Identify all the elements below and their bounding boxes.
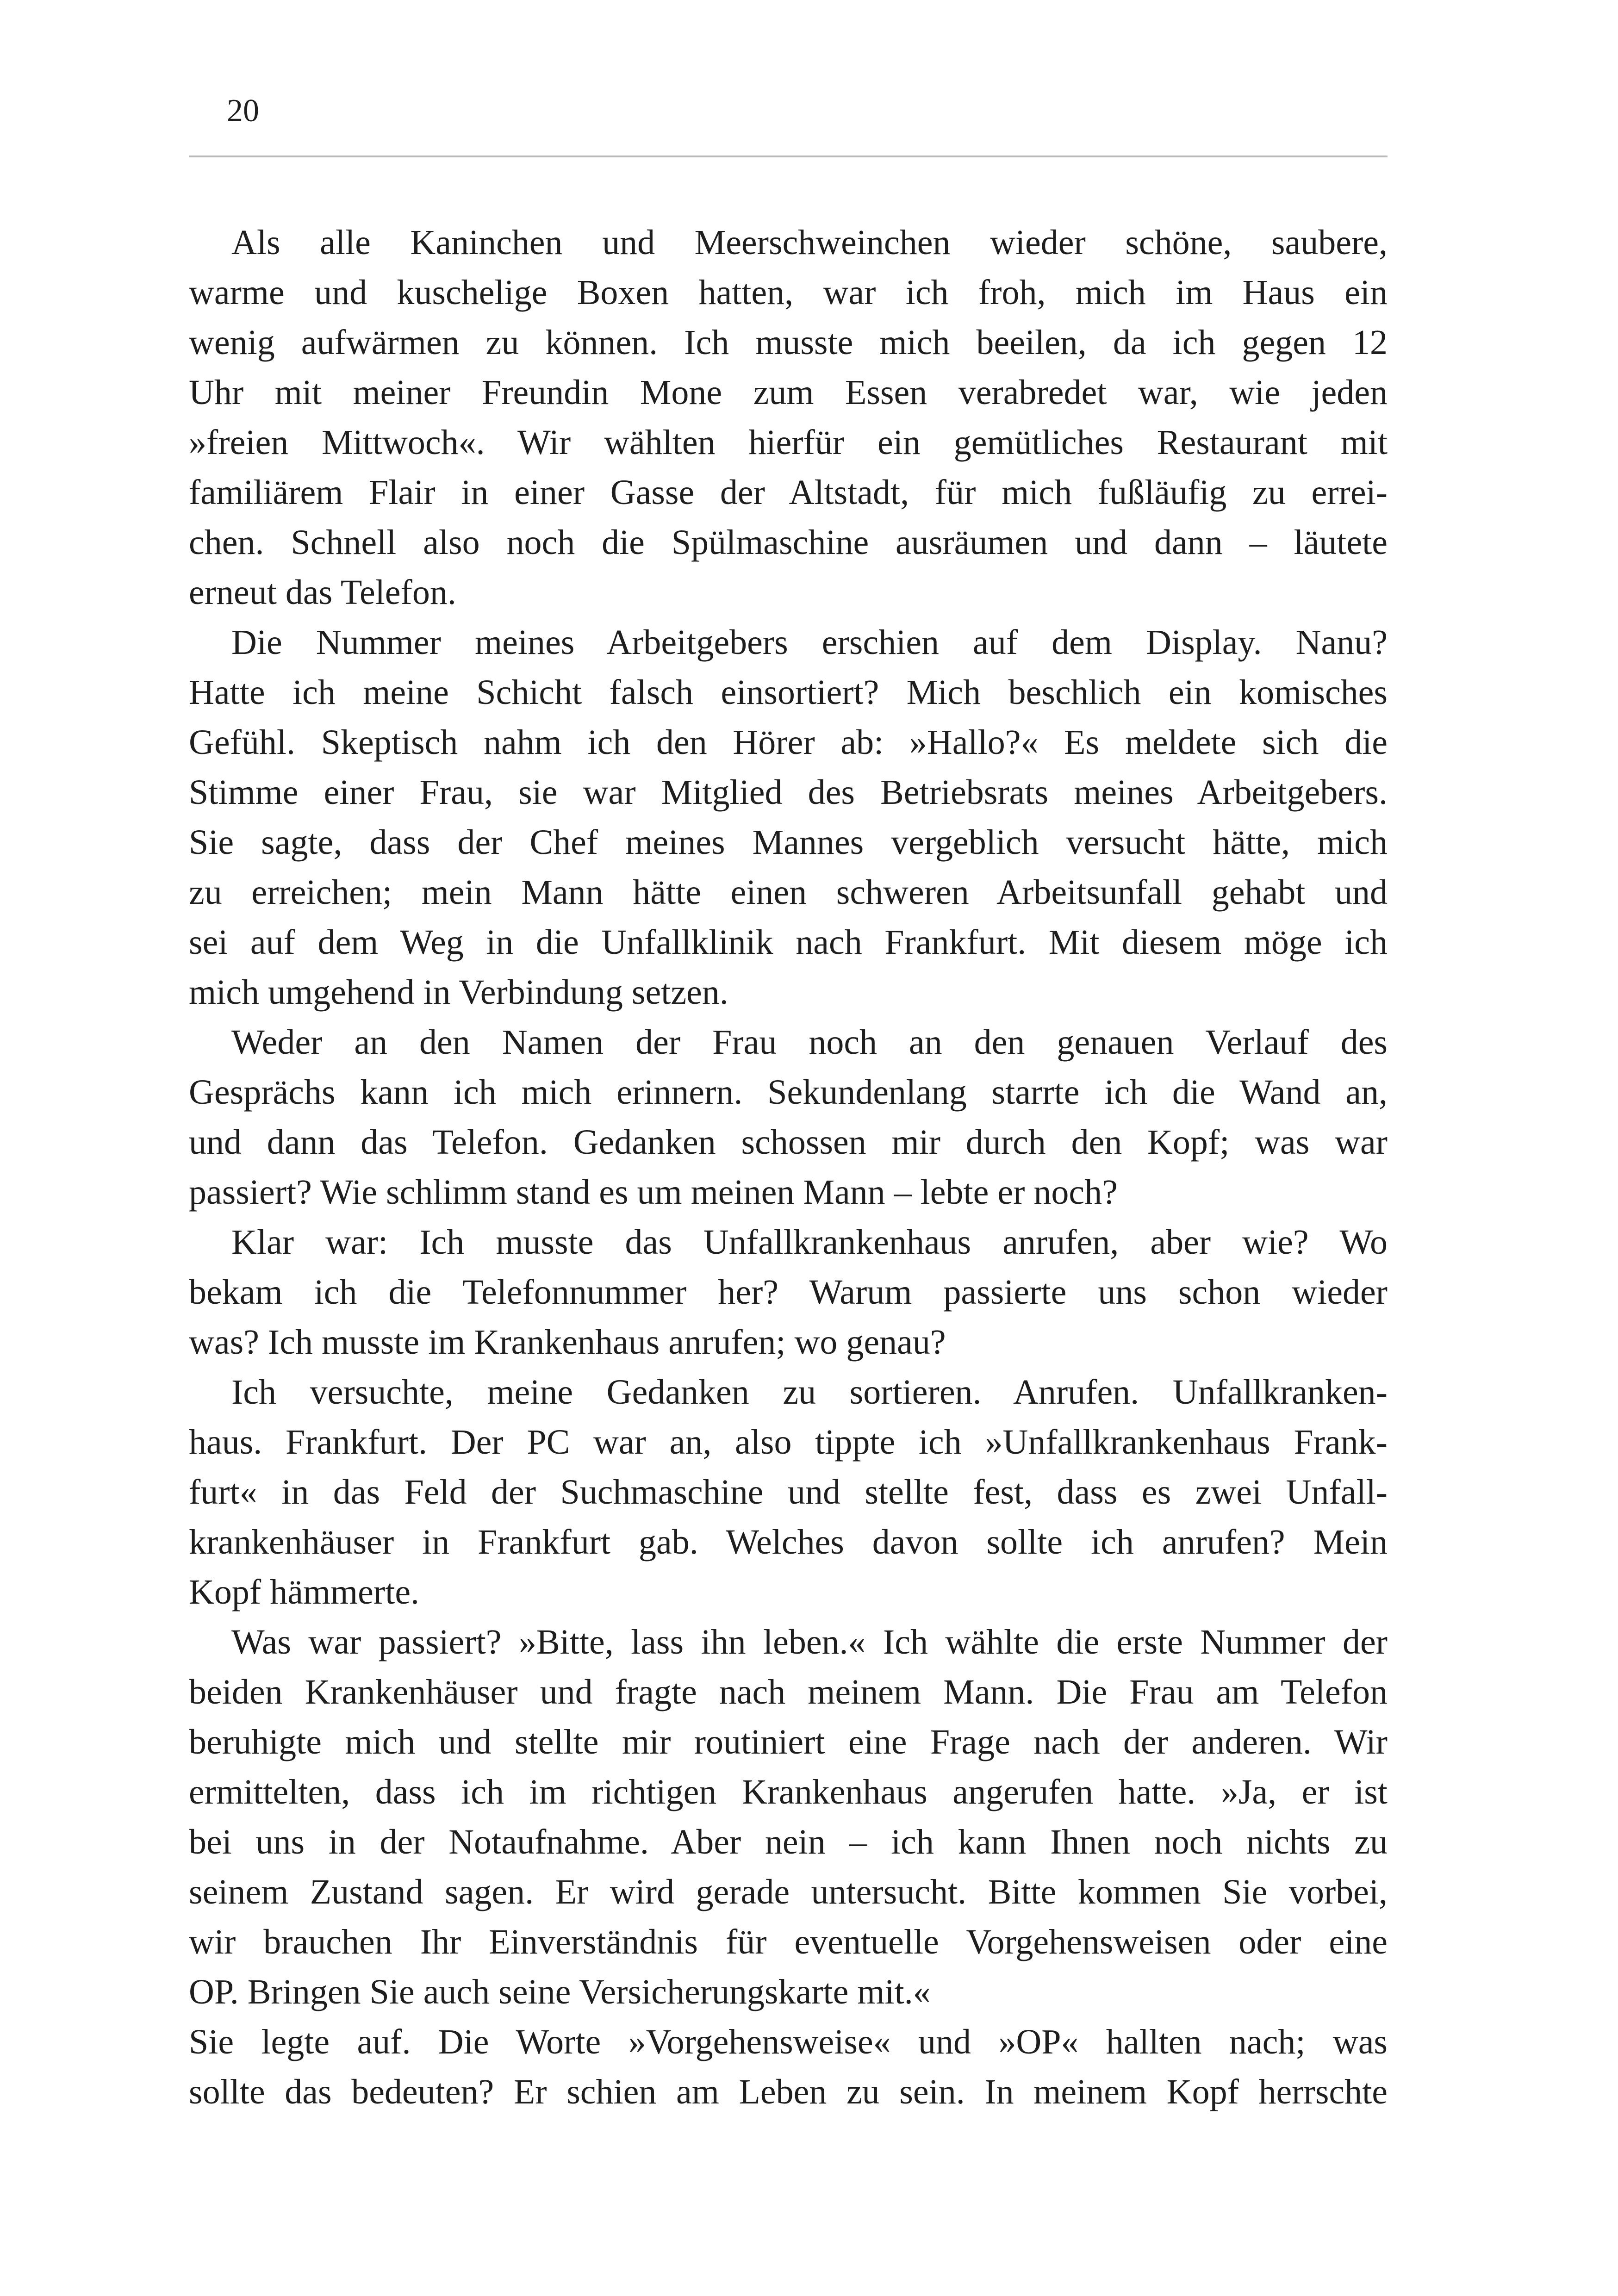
- text-line: Sie legte auf. Die Worte »Vorgehensweise« und »OP« hallten nach; was: [189, 2022, 1388, 2061]
- text-line: Kopf hämmerte.: [189, 1573, 420, 1612]
- text-line: seinem Zustand sagen. Er wird gerade untersucht. Bitte kommen Sie vorbei,: [189, 1873, 1388, 1911]
- text-line: »freien Mittwoch«. Wir wählten hierfür ein gemütliches Restaurant mit: [189, 423, 1388, 462]
- text-line: Gesprächs kann ich mich erinnern. Sekundenlang starrte ich die Wand an,: [189, 1073, 1388, 1112]
- text-line: Hatte ich meine Schicht falsch einsortiert? Mich beschlich ein komisches: [189, 673, 1388, 712]
- text-line: Gefühl. Skeptisch nahm ich den Hörer ab: »Hallo?« Es meldete sich die: [189, 723, 1388, 762]
- text-line: wir brauchen Ihr Einverständnis für eventuelle Vorgehensweisen oder eine: [189, 1923, 1388, 1961]
- text-line: furt« in das Feld der Suchmaschine und stellte fest, dass es zwei Unfall-: [189, 1473, 1388, 1512]
- text-line: sollte das bedeuten? Er schien am Leben zu sein. In meinem Kopf herrschte: [189, 2072, 1388, 2111]
- text-line: krankenhäuser in Frankfurt gab. Welches davon sollte ich anrufen? Mein: [189, 1523, 1388, 1562]
- text-line: haus. Frankfurt. Der PC war an, also tippte ich »Unfallkrankenhaus Frank-: [189, 1423, 1388, 1462]
- text-line: Sie sagte, dass der Chef meines Mannes vergeblich versucht hätte, mich: [189, 823, 1388, 862]
- text-line: erneut das Telefon.: [189, 573, 456, 612]
- text-line: Ich versuchte, meine Gedanken zu sortieren. Anrufen. Unfallkranken-: [231, 1373, 1388, 1412]
- text-line: Was war passiert? »Bitte, lass ihn leben.« Ich wählte die erste Nummer der: [231, 1623, 1388, 1661]
- text-line: Als alle Kaninchen und Meerschweinchen wieder schöne, saubere,: [231, 223, 1388, 262]
- text-line: mich umgehend in Verbindung setzen.: [189, 973, 728, 1012]
- text-line: beiden Krankenhäuser und fragte nach meinem Mann. Die Frau am Telefon: [189, 1673, 1388, 1711]
- text-line: Stimme einer Frau, sie war Mitglied des Betriebsrats meines Arbeitgebers.: [189, 773, 1388, 812]
- text-line: beruhigte mich und stellte mir routiniert eine Frage nach der anderen. Wir: [189, 1723, 1388, 1761]
- header-rule: [189, 156, 1388, 157]
- text-line: OP. Bringen Sie auch seine Versicherungskarte mit.«: [189, 1972, 931, 2011]
- text-line: Uhr mit meiner Freundin Mone zum Essen verabredet war, wie jeden: [189, 373, 1388, 412]
- text-line: warme und kuschelige Boxen hatten, war ich froh, mich im Haus ein: [189, 273, 1388, 312]
- text-line: was? Ich musste im Krankenhaus anrufen; wo genau?: [189, 1323, 946, 1362]
- text-line: Die Nummer meines Arbeitgebers erschien auf dem Display. Nanu?: [231, 623, 1388, 662]
- text-line: passiert? Wie schlimm stand es um meinen Mann – lebte er noch?: [189, 1173, 1118, 1212]
- text-line: zu erreichen; mein Mann hätte einen schweren Arbeitsunfall gehabt und: [189, 873, 1388, 912]
- text-line: bekam ich die Telefonnummer her? Warum passierte uns schon wieder: [189, 1273, 1388, 1312]
- text-line: und dann das Telefon. Gedanken schossen mir durch den Kopf; was war: [189, 1123, 1388, 1162]
- text-line: sei auf dem Weg in die Unfallklinik nach Frankfurt. Mit diesem möge ich: [189, 923, 1388, 962]
- text-line: chen. Schnell also noch die Spülmaschine ausräumen und dann – läutete: [189, 523, 1388, 562]
- text-line: wenig aufwärmen zu können. Ich musste mich beeilen, da ich gegen 12: [189, 323, 1388, 362]
- text-line: Klar war: Ich musste das Unfallkrankenhaus anrufen, aber wie? Wo: [231, 1223, 1388, 1262]
- text-line: familiärem Flair in einer Gasse der Altstadt, für mich fußläufig zu errei-: [189, 473, 1388, 512]
- body-text: [189, 218, 1388, 2117]
- text-line: Weder an den Namen der Frau noch an den genauen Verlauf des: [231, 1023, 1388, 1062]
- page-number: 20: [227, 93, 259, 129]
- text-line: ermittelten, dass ich im richtigen Krankenhaus angerufen hatte. »Ja, er ist: [189, 1773, 1388, 1811]
- text-line: bei uns in der Notaufnahme. Aber nein – ich kann Ihnen noch nichts zu: [189, 1823, 1388, 1861]
